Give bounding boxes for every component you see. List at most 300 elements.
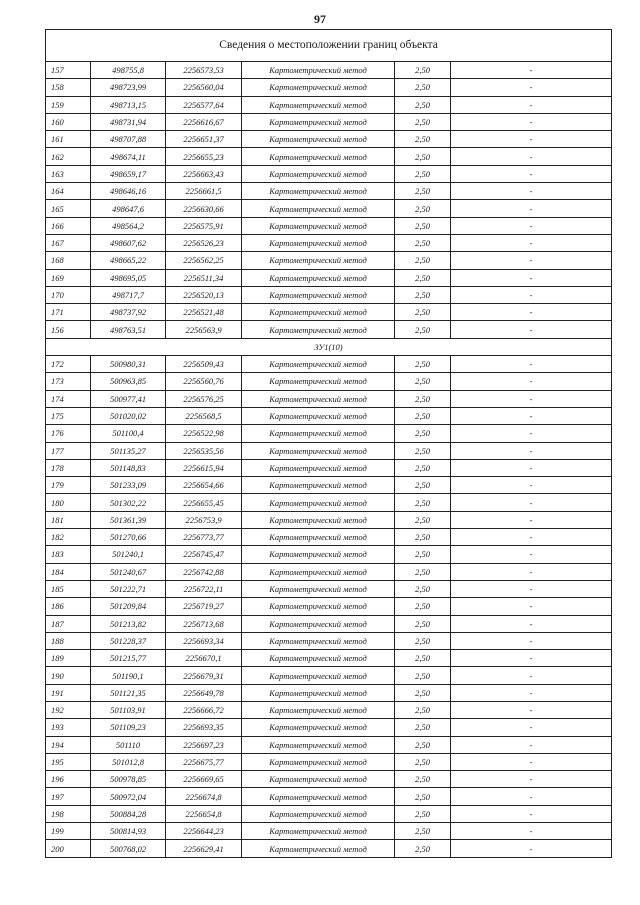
accuracy-cell: 2,50 — [395, 321, 451, 338]
page-number: 97 — [314, 12, 326, 26]
table-row — [46, 148, 612, 165]
accuracy-cell: 2,50 — [395, 252, 451, 269]
accuracy-cell: 2,50 — [395, 805, 451, 822]
accuracy-cell: 2,50 — [395, 650, 451, 667]
method-cell: Картометрический метод — [242, 234, 395, 251]
note-cell: - — [451, 425, 612, 442]
y-coordinate-cell: 2256674,8 — [166, 788, 242, 805]
accuracy-cell: 2,50 — [395, 200, 451, 217]
x-coordinate-cell: 501012,8 — [91, 753, 166, 770]
x-coordinate-cell: 501215,77 — [91, 650, 166, 667]
note-cell: - — [451, 356, 612, 373]
accuracy-cell: 2,50 — [395, 477, 451, 494]
method-cell: Картометрический метод — [242, 736, 395, 753]
y-coordinate-cell: 2256616,67 — [166, 113, 242, 130]
method-cell: Картометрический метод — [242, 148, 395, 165]
section-label: ЗУ1(10) — [46, 338, 612, 355]
method-cell: Картометрический метод — [242, 96, 395, 113]
accuracy-cell: 2,50 — [395, 667, 451, 684]
method-cell: Картометрический метод — [242, 771, 395, 788]
note-cell: - — [451, 529, 612, 546]
point-number-cell: 176 — [46, 425, 91, 442]
x-coordinate-cell: 500978,85 — [91, 771, 166, 788]
method-cell: Картометрический метод — [242, 321, 395, 338]
point-number-cell: 172 — [46, 356, 91, 373]
accuracy-cell: 2,50 — [395, 165, 451, 182]
table-row — [46, 823, 612, 840]
table-row — [46, 788, 612, 805]
point-number-cell: 181 — [46, 511, 91, 528]
method-cell: Картометрический метод — [242, 701, 395, 718]
table-row — [46, 234, 612, 251]
x-coordinate-cell: 498647,6 — [91, 200, 166, 217]
y-coordinate-cell: 2256722,11 — [166, 580, 242, 597]
y-coordinate-cell: 2256568,5 — [166, 407, 242, 424]
note-cell: - — [451, 650, 612, 667]
method-cell: Картометрический метод — [242, 442, 395, 459]
note-cell: - — [451, 667, 612, 684]
table-row — [46, 390, 612, 407]
accuracy-cell: 2,50 — [395, 580, 451, 597]
point-number-cell: 161 — [46, 131, 91, 148]
x-coordinate-cell: 501190,1 — [91, 667, 166, 684]
x-coordinate-cell: 498763,51 — [91, 321, 166, 338]
y-coordinate-cell: 2256575,91 — [166, 217, 242, 234]
note-cell: - — [451, 200, 612, 217]
point-number-cell: 179 — [46, 477, 91, 494]
accuracy-cell: 2,50 — [395, 684, 451, 701]
x-coordinate-cell: 500980,31 — [91, 356, 166, 373]
accuracy-cell: 2,50 — [395, 148, 451, 165]
method-cell: Картометрический метод — [242, 632, 395, 649]
y-coordinate-cell: 2256651,37 — [166, 131, 242, 148]
note-cell: - — [451, 459, 612, 476]
accuracy-cell: 2,50 — [395, 632, 451, 649]
note-cell: - — [451, 719, 612, 736]
x-coordinate-cell: 501302,22 — [91, 494, 166, 511]
method-cell: Картометрический метод — [242, 529, 395, 546]
point-number-cell: 162 — [46, 148, 91, 165]
x-coordinate-cell: 498607,62 — [91, 234, 166, 251]
accuracy-cell: 2,50 — [395, 217, 451, 234]
note-cell: - — [451, 494, 612, 511]
accuracy-cell: 2,50 — [395, 390, 451, 407]
note-cell: - — [451, 321, 612, 338]
accuracy-cell: 2,50 — [395, 183, 451, 200]
point-number-cell: 188 — [46, 632, 91, 649]
point-number-cell: 159 — [46, 96, 91, 113]
method-cell: Картометрический метод — [242, 615, 395, 632]
table-row — [46, 736, 612, 753]
method-cell: Картометрический метод — [242, 356, 395, 373]
accuracy-cell: 2,50 — [395, 788, 451, 805]
accuracy-cell: 2,50 — [395, 269, 451, 286]
y-coordinate-cell: 2256663,43 — [166, 165, 242, 182]
note-cell: - — [451, 165, 612, 182]
method-cell: Картометрический метод — [242, 494, 395, 511]
x-coordinate-cell: 500884,28 — [91, 805, 166, 822]
x-coordinate-cell: 498737,92 — [91, 304, 166, 321]
x-coordinate-cell: 500977,41 — [91, 390, 166, 407]
y-coordinate-cell: 2256522,98 — [166, 425, 242, 442]
note-cell: - — [451, 753, 612, 770]
x-coordinate-cell: 498717,7 — [91, 286, 166, 303]
table-row — [46, 719, 612, 736]
note-cell: - — [451, 286, 612, 303]
point-number-cell: 180 — [46, 494, 91, 511]
method-cell: Картометрический метод — [242, 79, 395, 96]
x-coordinate-cell: 501222,71 — [91, 580, 166, 597]
table-title-row — [46, 30, 612, 62]
note-cell: - — [451, 79, 612, 96]
x-coordinate-cell: 500963,85 — [91, 373, 166, 390]
note-cell: - — [451, 148, 612, 165]
method-cell: Картометрический метод — [242, 113, 395, 130]
boundary-table — [45, 29, 612, 858]
y-coordinate-cell: 2256745,47 — [166, 546, 242, 563]
point-number-cell: 178 — [46, 459, 91, 476]
x-coordinate-cell: 501100,4 — [91, 425, 166, 442]
table-row — [46, 477, 612, 494]
method-cell: Картометрический метод — [242, 511, 395, 528]
table-row — [46, 269, 612, 286]
point-number-cell: 185 — [46, 580, 91, 597]
x-coordinate-cell: 501361,39 — [91, 511, 166, 528]
accuracy-cell: 2,50 — [395, 511, 451, 528]
method-cell: Картометрический метод — [242, 217, 395, 234]
accuracy-cell: 2,50 — [395, 771, 451, 788]
point-number-cell: 170 — [46, 286, 91, 303]
y-coordinate-cell: 2256509,43 — [166, 356, 242, 373]
note-cell: - — [451, 442, 612, 459]
table-row — [46, 252, 612, 269]
x-coordinate-cell: 501233,09 — [91, 477, 166, 494]
method-cell: Картометрический метод — [242, 477, 395, 494]
y-coordinate-cell: 2256669,65 — [166, 771, 242, 788]
method-cell: Картометрический метод — [242, 805, 395, 822]
y-coordinate-cell: 2256679,31 — [166, 667, 242, 684]
note-cell: - — [451, 407, 612, 424]
note-cell: - — [451, 113, 612, 130]
accuracy-cell: 2,50 — [395, 615, 451, 632]
note-cell: - — [451, 96, 612, 113]
accuracy-cell: 2,50 — [395, 442, 451, 459]
note-cell: - — [451, 632, 612, 649]
point-number-cell: 166 — [46, 217, 91, 234]
y-coordinate-cell: 2256675,77 — [166, 753, 242, 770]
accuracy-cell: 2,50 — [395, 113, 451, 130]
method-cell: Картометрический метод — [242, 684, 395, 701]
table-row — [46, 580, 612, 597]
table-row — [46, 546, 612, 563]
point-number-cell: 156 — [46, 321, 91, 338]
x-coordinate-cell: 498564,2 — [91, 217, 166, 234]
note-cell: - — [451, 304, 612, 321]
table-row — [46, 459, 612, 476]
method-cell: Картометрический метод — [242, 459, 395, 476]
y-coordinate-cell: 2256655,23 — [166, 148, 242, 165]
note-cell: - — [451, 477, 612, 494]
y-coordinate-cell: 2256535,56 — [166, 442, 242, 459]
table-row — [46, 373, 612, 390]
note-cell: - — [451, 823, 612, 840]
table-row — [46, 529, 612, 546]
y-coordinate-cell: 2256629,41 — [166, 840, 242, 857]
method-cell: Картометрический метод — [242, 580, 395, 597]
accuracy-cell: 2,50 — [395, 234, 451, 251]
method-cell: Картометрический метод — [242, 183, 395, 200]
table-row — [46, 200, 612, 217]
x-coordinate-cell: 498713,15 — [91, 96, 166, 113]
table-row — [46, 62, 612, 79]
note-cell: - — [451, 598, 612, 615]
point-number-cell: 173 — [46, 373, 91, 390]
x-coordinate-cell: 498695,05 — [91, 269, 166, 286]
accuracy-cell: 2,50 — [395, 823, 451, 840]
accuracy-cell: 2,50 — [395, 719, 451, 736]
table-row — [46, 442, 612, 459]
method-cell: Картометрический метод — [242, 200, 395, 217]
method-cell: Картометрический метод — [242, 425, 395, 442]
y-coordinate-cell: 2256560,76 — [166, 373, 242, 390]
x-coordinate-cell: 501240,1 — [91, 546, 166, 563]
method-cell: Картометрический метод — [242, 131, 395, 148]
x-coordinate-cell: 501209,84 — [91, 598, 166, 615]
y-coordinate-cell: 2256630,66 — [166, 200, 242, 217]
point-number-cell: 160 — [46, 113, 91, 130]
y-coordinate-cell: 2256644,23 — [166, 823, 242, 840]
note-cell: - — [451, 771, 612, 788]
x-coordinate-cell: 501240,67 — [91, 563, 166, 580]
x-coordinate-cell: 501213,82 — [91, 615, 166, 632]
x-coordinate-cell: 500972,04 — [91, 788, 166, 805]
point-number-cell: 175 — [46, 407, 91, 424]
note-cell: - — [451, 511, 612, 528]
y-coordinate-cell: 2256521,48 — [166, 304, 242, 321]
point-number-cell: 189 — [46, 650, 91, 667]
y-coordinate-cell: 2256577,64 — [166, 96, 242, 113]
point-number-cell: 187 — [46, 615, 91, 632]
method-cell: Картометрический метод — [242, 165, 395, 182]
table-row — [46, 113, 612, 130]
point-number-cell: 167 — [46, 234, 91, 251]
x-coordinate-cell: 501135,27 — [91, 442, 166, 459]
method-cell: Картометрический метод — [242, 390, 395, 407]
point-number-cell: 168 — [46, 252, 91, 269]
point-number-cell: 190 — [46, 667, 91, 684]
table-row — [46, 753, 612, 770]
x-coordinate-cell: 501228,37 — [91, 632, 166, 649]
table-row — [46, 494, 612, 511]
y-coordinate-cell: 2256560,04 — [166, 79, 242, 96]
table-row — [46, 650, 612, 667]
note-cell: - — [451, 131, 612, 148]
accuracy-cell: 2,50 — [395, 62, 451, 79]
table-row — [46, 598, 612, 615]
table-row — [46, 286, 612, 303]
y-coordinate-cell: 2256654,66 — [166, 477, 242, 494]
y-coordinate-cell: 2256520,13 — [166, 286, 242, 303]
point-number-cell: 194 — [46, 736, 91, 753]
y-coordinate-cell: 2256666,72 — [166, 701, 242, 718]
point-number-cell: 184 — [46, 563, 91, 580]
y-coordinate-cell: 2256562,25 — [166, 252, 242, 269]
method-cell: Картометрический метод — [242, 269, 395, 286]
accuracy-cell: 2,50 — [395, 753, 451, 770]
note-cell: - — [451, 217, 612, 234]
table-row — [46, 96, 612, 113]
accuracy-cell: 2,50 — [395, 563, 451, 580]
section-row — [46, 338, 612, 355]
accuracy-cell: 2,50 — [395, 736, 451, 753]
accuracy-cell: 2,50 — [395, 96, 451, 113]
note-cell: - — [451, 252, 612, 269]
x-coordinate-cell: 501109,23 — [91, 719, 166, 736]
y-coordinate-cell: 2256661,5 — [166, 183, 242, 200]
y-coordinate-cell: 2256693,35 — [166, 719, 242, 736]
accuracy-cell: 2,50 — [395, 407, 451, 424]
accuracy-cell: 2,50 — [395, 546, 451, 563]
accuracy-cell: 2,50 — [395, 494, 451, 511]
note-cell: - — [451, 805, 612, 822]
x-coordinate-cell: 501110 — [91, 736, 166, 753]
point-number-cell: 195 — [46, 753, 91, 770]
x-coordinate-cell: 498659,17 — [91, 165, 166, 182]
table-row — [46, 165, 612, 182]
y-coordinate-cell: 2256713,68 — [166, 615, 242, 632]
point-number-cell: 157 — [46, 62, 91, 79]
x-coordinate-cell: 501020,02 — [91, 407, 166, 424]
note-cell: - — [451, 701, 612, 718]
table-row — [46, 563, 612, 580]
point-number-cell: 183 — [46, 546, 91, 563]
method-cell: Картометрический метод — [242, 667, 395, 684]
y-coordinate-cell: 2256697,23 — [166, 736, 242, 753]
accuracy-cell: 2,50 — [395, 701, 451, 718]
y-coordinate-cell: 2256773,77 — [166, 529, 242, 546]
accuracy-cell: 2,50 — [395, 425, 451, 442]
table-row — [46, 840, 612, 857]
accuracy-cell: 2,50 — [395, 459, 451, 476]
table-row — [46, 407, 612, 424]
y-coordinate-cell: 2256615,94 — [166, 459, 242, 476]
note-cell: - — [451, 269, 612, 286]
x-coordinate-cell: 501148,83 — [91, 459, 166, 476]
y-coordinate-cell: 2256753,9 — [166, 511, 242, 528]
note-cell: - — [451, 373, 612, 390]
point-number-cell: 191 — [46, 684, 91, 701]
point-number-cell: 196 — [46, 771, 91, 788]
table-row — [46, 131, 612, 148]
note-cell: - — [451, 736, 612, 753]
x-coordinate-cell: 498731,94 — [91, 113, 166, 130]
table-row — [46, 684, 612, 701]
method-cell: Картометрический метод — [242, 252, 395, 269]
x-coordinate-cell: 498665,22 — [91, 252, 166, 269]
method-cell: Картометрический метод — [242, 304, 395, 321]
note-cell: - — [451, 62, 612, 79]
note-cell: - — [451, 684, 612, 701]
x-coordinate-cell: 500814,93 — [91, 823, 166, 840]
point-number-cell: 169 — [46, 269, 91, 286]
table-row — [46, 805, 612, 822]
y-coordinate-cell: 2256511,34 — [166, 269, 242, 286]
accuracy-cell: 2,50 — [395, 304, 451, 321]
accuracy-cell: 2,50 — [395, 356, 451, 373]
y-coordinate-cell: 2256526,23 — [166, 234, 242, 251]
method-cell: Картометрический метод — [242, 563, 395, 580]
note-cell: - — [451, 390, 612, 407]
method-cell: Картометрический метод — [242, 719, 395, 736]
x-coordinate-cell: 498723,99 — [91, 79, 166, 96]
method-cell: Картометрический метод — [242, 840, 395, 857]
table-row — [46, 667, 612, 684]
point-number-cell: 164 — [46, 183, 91, 200]
method-cell: Картометрический метод — [242, 407, 395, 424]
boundary-table-body — [46, 30, 612, 858]
point-number-cell: 174 — [46, 390, 91, 407]
table-row — [46, 183, 612, 200]
note-cell: - — [451, 563, 612, 580]
y-coordinate-cell: 2256576,25 — [166, 390, 242, 407]
x-coordinate-cell: 500768,02 — [91, 840, 166, 857]
x-coordinate-cell: 498646,16 — [91, 183, 166, 200]
accuracy-cell: 2,50 — [395, 598, 451, 615]
x-coordinate-cell: 501270,66 — [91, 529, 166, 546]
table-row — [46, 79, 612, 96]
note-cell: - — [451, 546, 612, 563]
table-row — [46, 771, 612, 788]
point-number-cell: 186 — [46, 598, 91, 615]
table-row — [46, 425, 612, 442]
method-cell: Картометрический метод — [242, 286, 395, 303]
point-number-cell: 163 — [46, 165, 91, 182]
note-cell: - — [451, 580, 612, 597]
y-coordinate-cell: 2256719,27 — [166, 598, 242, 615]
method-cell: Картометрический метод — [242, 650, 395, 667]
table-row — [46, 615, 612, 632]
point-number-cell: 171 — [46, 304, 91, 321]
point-number-cell: 193 — [46, 719, 91, 736]
x-coordinate-cell: 498755,8 — [91, 62, 166, 79]
point-number-cell: 182 — [46, 529, 91, 546]
table-row — [46, 511, 612, 528]
method-cell: Картометрический метод — [242, 753, 395, 770]
point-number-cell: 200 — [46, 840, 91, 857]
accuracy-cell: 2,50 — [395, 131, 451, 148]
accuracy-cell: 2,50 — [395, 840, 451, 857]
accuracy-cell: 2,50 — [395, 286, 451, 303]
method-cell: Картометрический метод — [242, 62, 395, 79]
y-coordinate-cell: 2256573,53 — [166, 62, 242, 79]
note-cell: - — [451, 183, 612, 200]
accuracy-cell: 2,50 — [395, 529, 451, 546]
y-coordinate-cell: 2256655,45 — [166, 494, 242, 511]
note-cell: - — [451, 840, 612, 857]
y-coordinate-cell: 2256693,34 — [166, 632, 242, 649]
y-coordinate-cell: 2256654,8 — [166, 805, 242, 822]
point-number-cell: 197 — [46, 788, 91, 805]
note-cell: - — [451, 788, 612, 805]
point-number-cell: 198 — [46, 805, 91, 822]
table-row — [46, 321, 612, 338]
accuracy-cell: 2,50 — [395, 79, 451, 96]
y-coordinate-cell: 2256742,88 — [166, 563, 242, 580]
point-number-cell: 192 — [46, 701, 91, 718]
accuracy-cell: 2,50 — [395, 373, 451, 390]
x-coordinate-cell: 498707,88 — [91, 131, 166, 148]
note-cell: - — [451, 615, 612, 632]
